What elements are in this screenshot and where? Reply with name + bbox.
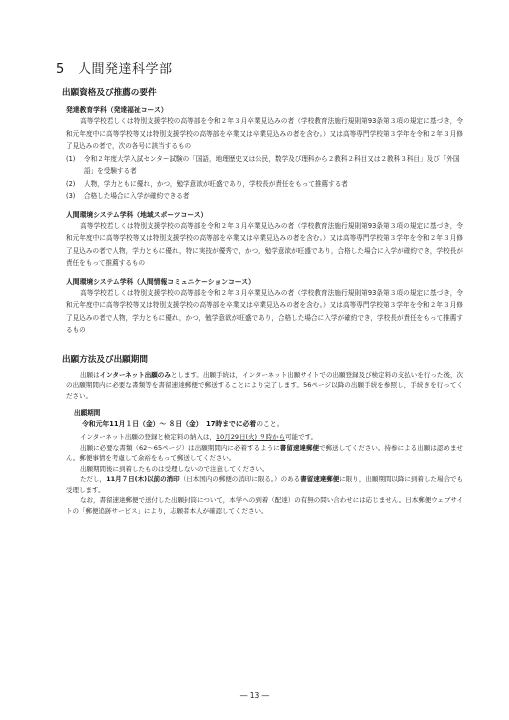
note-tracking: なお，書留速達郵便で送付した出願封筒について，本学への到着（配達）の有無の問い合わせには応じません。日本郵便ウェブサイトの「郵便追跡サービス」により，志願者本人が確認してください。 bbox=[66, 496, 463, 515]
dev-item-2: (2) 人物，学力ともに優れ，かつ，勉学意欲が旺盛であり，学校長が責任をもって推薦する者 bbox=[66, 179, 348, 188]
method-heading: 出願方法及び出願期間 bbox=[62, 354, 148, 365]
env-course-paragraph: 高等学校若しくは特別支援学校の高等部を令和２年３月卒業見込みの者（学校教育法施行規則第93条第３項の規定に基づき，令和元年度中に高等学校等又は特別支援学校の高等部を卒業又は卒業見込みの者を含む。）又は高等専門学校第３学年を令和２年３月修了見込みの者で人物，学力ともに優れ，特に実技が優秀で，かつ，勉学意欲が旺盛であり，合格した場合に入学が確約でき，学校長が責任をもって推薦するもの bbox=[66, 221, 463, 267]
info-course-title: 人間環境システム学科（人間情報コミュニケーションコース） bbox=[66, 277, 255, 286]
dev-item-1: (1) 令和２年度大学入試センター試験の「国語，地理歴史又は公民，数学及び理科から２教科２科目又は２教科３科目」及び「外国語」を受験する者 bbox=[66, 154, 460, 175]
period-label: 出願期間 bbox=[74, 409, 101, 417]
page-number: ― 13 ― bbox=[239, 691, 270, 700]
note-documents: 出願に必要な書類（62～65ページ）は出願期間内に必着するように書留速達郵便で郵送してください。持参による出願は認めません。郵便事情を考慮して余裕をもって郵送してください。 bbox=[66, 443, 464, 462]
env-course-title: 人間環境システム学科（地域スポーツコース） bbox=[66, 210, 208, 219]
info-course-paragraph: 高等学校若しくは特別支援学校の高等部を令和２年３月卒業見込みの者（学校教育法施行規則第93条第３項の規定に基づき，令和元年度中に高等学校等又は特別支援学校の高等部を卒業又は卒業見込みの者を含む。）又は高等専門学校第３学年を令和２年３月修了見込みの者で人物，学力ともに優れ，かつ，勉学意欲が旺盛であり，合格した場合に入学が確約でき，学校長が責任をもって推薦するもの bbox=[66, 288, 463, 334]
note-registration: インターネット出願の登録と検定料の納入は，10月29日(火) ９時から可能です。 bbox=[80, 433, 318, 441]
note-postmark: ただし，11月７日(木)以前の消印（日本国内の郵便の消印に限る。）のある書留速達郵便に限り，出願期間以降に到着した場合でも受理します。 bbox=[66, 475, 464, 494]
section-number: 5 bbox=[56, 62, 65, 77]
dev-course-paragraph: 高等学校若しくは特別支援学校の高等部を令和２年３月卒業見込みの者（学校教育法施行規則第93条第３項の規定に基づき，令和元年度中に高等学校等又は特別支援学校の高等部を卒業又は卒業見込みの者を含む。）又は高等専門学校第３学年を令和２年３月修了見込みの者で，次の各号に該当するもの bbox=[66, 117, 463, 150]
requirements-heading: 出願資格及び推薦の要件 bbox=[62, 88, 157, 98]
method-intro: 出願はインターネット出願のみとします。出願手続は，インターネット出願サイトでの出願登録及び検定料の支払いを行った後，次の出願期間内に必要な書類等を書留速達郵便で郵送することにより完了します。56ページ以降の出願手続を参照し，手続きを行ってください。 bbox=[66, 370, 463, 400]
dev-item-3: (3) 合格した場合に入学が確約できる者 bbox=[66, 192, 190, 200]
dev-course-title: 発達教育学科（発達福祉コース） bbox=[66, 106, 168, 114]
period-value: 令和元年11月１日（金）～ ８日（金） 17時までに必着のこと。 bbox=[82, 420, 284, 428]
section-name: 人間発達科学部 bbox=[78, 62, 173, 77]
section-title bbox=[56, 58, 463, 77]
note-late: 出願期間後に到着したものは受理しないので注意してください。 bbox=[80, 464, 269, 473]
